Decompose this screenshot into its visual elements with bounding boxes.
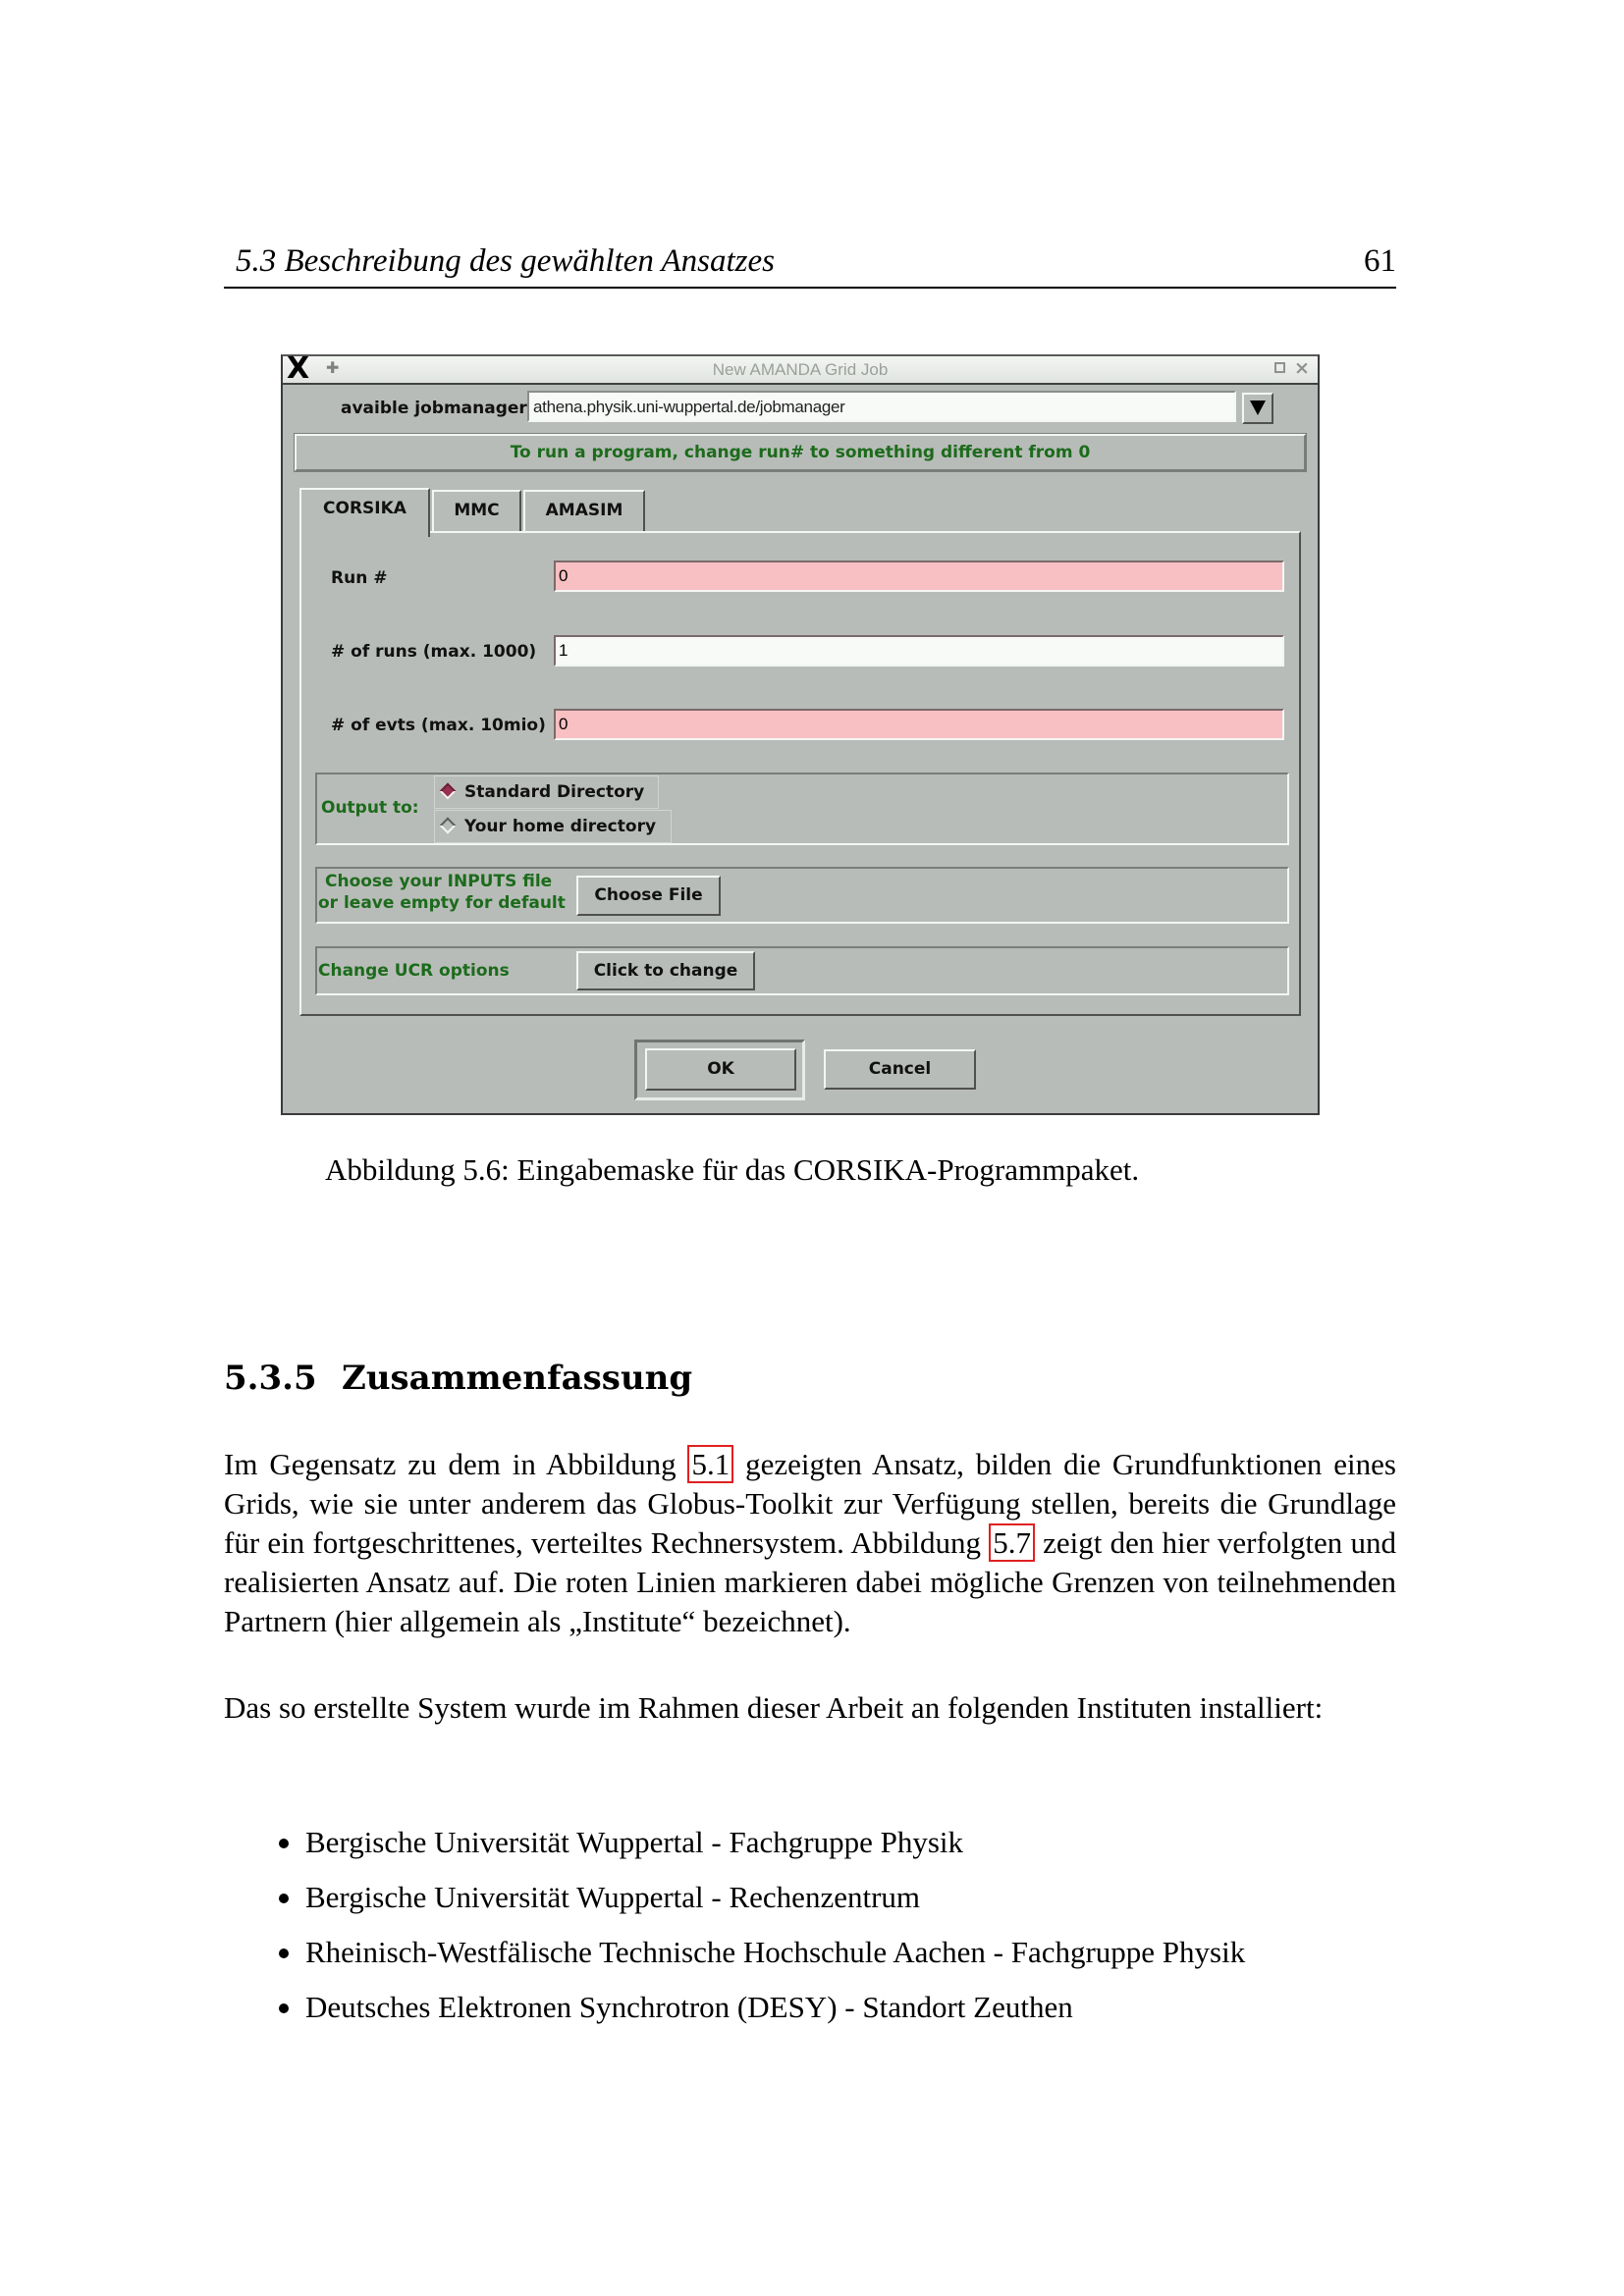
list-item <box>224 1932 1396 1973</box>
figure-caption: Abbildung 5.6: Eingabemaske für das CORSIKA-Programmpaket. <box>325 1152 1140 1187</box>
paragraph-1-text-b: gezeigten Ansatz, bilden die Grundfunktionen eines Grids, wie sie unter anderem das Globus-Toolkit zur Verfügung stellen, bereits die Grundlage für ein fortgeschrittenes, verteiltes Rechnersystem. Abbildung <box>224 1447 1396 1560</box>
window-titlebar[interactable] <box>283 351 1318 386</box>
x-logo-icon[interactable]: X <box>287 351 310 386</box>
radio-unselected-icon <box>440 818 457 834</box>
inputs-file-label-line1: Choose your INPUTS file <box>325 872 553 891</box>
bullet-icon <box>279 1839 289 1848</box>
paragraph-1 <box>224 1445 1396 1641</box>
radio-selected-icon <box>440 783 457 800</box>
running-header-title: 5.3 Beschreibung des gewählten Ansatzes <box>236 243 776 279</box>
radio-standard-directory-label: Standard Directory <box>464 782 645 802</box>
bullet-icon <box>279 2003 289 2013</box>
output-to-label: Output to: <box>321 798 419 818</box>
paragraph-2: Das so erstellte System wurde im Rahmen dieser Arbeit an folgenden Instituten installiert: <box>224 1690 1324 1725</box>
header-rule <box>224 287 1396 289</box>
run-number-input[interactable]: 0 <box>554 561 1284 592</box>
info-text: To run a program, change run# to something different from 0 <box>510 443 1091 462</box>
tab-amasim[interactable]: AMASIM <box>523 490 645 533</box>
jobmanager-combo-input[interactable]: athena.physik.uni-wuppertal.de/jobmanager <box>527 391 1236 422</box>
inputs-file-group <box>315 867 1289 924</box>
tab-mmc[interactable]: MMC <box>432 490 521 533</box>
list-item <box>224 1987 1396 2028</box>
bullet-icon <box>279 1949 289 1958</box>
list-item-text: Deutsches Elektronen Synchrotron (DESY) - Standort Zeuthen <box>305 1990 1073 2024</box>
maximize-icon[interactable] <box>1274 362 1285 373</box>
choose-file-button[interactable]: Choose File <box>576 876 721 916</box>
run-number-label: Run # <box>331 568 388 588</box>
paragraph-1-text-c: zeigt den hier verfolgten und realisierten Ansatz auf. Die roten Linien markieren dabei mögliche Grenzen von teilnehmenden Partnern (hier allgemein als „Institute“ bezeichnet). <box>224 1525 1396 1638</box>
radio-standard-directory[interactable] <box>434 775 659 809</box>
ok-button[interactable]: OK <box>645 1048 796 1091</box>
inputs-file-label-line2: or leave empty for default <box>318 893 566 913</box>
window-title: New AMANDA Grid Job <box>712 360 889 379</box>
ucr-options-group <box>315 946 1289 995</box>
figure-ref-5-1[interactable]: 5.1 <box>687 1445 733 1483</box>
num-runs-input[interactable]: 1 <box>554 635 1284 667</box>
triangle-down-icon <box>1250 400 1266 415</box>
paragraph-1-text-a: Im Gegensatz zu dem in Abbildung <box>224 1447 688 1481</box>
section-number: 5.3.5 <box>224 1359 317 1398</box>
figure-ref-5-7[interactable]: 5.7 <box>989 1523 1035 1562</box>
info-banner <box>295 434 1306 471</box>
jobmanager-dropdown-button[interactable] <box>1242 393 1273 424</box>
radio-home-directory-label: Your home directory <box>464 817 657 836</box>
num-events-input[interactable]: 0 <box>554 709 1284 740</box>
bullet-icon <box>279 1894 289 1903</box>
list-item <box>224 1877 1396 1918</box>
amanda-grid-job-window <box>281 351 1320 1115</box>
close-icon[interactable]: × <box>1294 357 1310 379</box>
institutes-list <box>224 1822 1396 2042</box>
radio-home-directory[interactable] <box>434 810 672 843</box>
click-to-change-button[interactable]: Click to change <box>576 951 755 990</box>
num-runs-label: # of runs (max. 1000) <box>331 642 537 662</box>
list-item-text: Bergische Universität Wuppertal - Rechenzentrum <box>305 1880 921 1914</box>
output-group <box>315 773 1289 845</box>
cancel-button[interactable]: Cancel <box>824 1049 976 1090</box>
list-item-text: Rheinisch-Westfälische Technische Hochschule Aachen - Fachgruppe Physik <box>305 1935 1246 1969</box>
section-title: Zusammenfassung <box>342 1359 693 1398</box>
jobmanager-label: avaible jobmanager <box>341 399 527 418</box>
list-item-text: Bergische Universität Wuppertal - Fachgruppe Physik <box>305 1825 963 1859</box>
pin-icon[interactable]: ✚ <box>326 358 340 377</box>
ucr-options-label: Change UCR options <box>318 961 510 981</box>
num-events-label: # of evts (max. 10mio) <box>331 716 546 735</box>
page-number: 61 <box>1364 243 1396 279</box>
list-item <box>224 1822 1396 1863</box>
tab-corsika[interactable]: CORSIKA <box>299 488 430 537</box>
